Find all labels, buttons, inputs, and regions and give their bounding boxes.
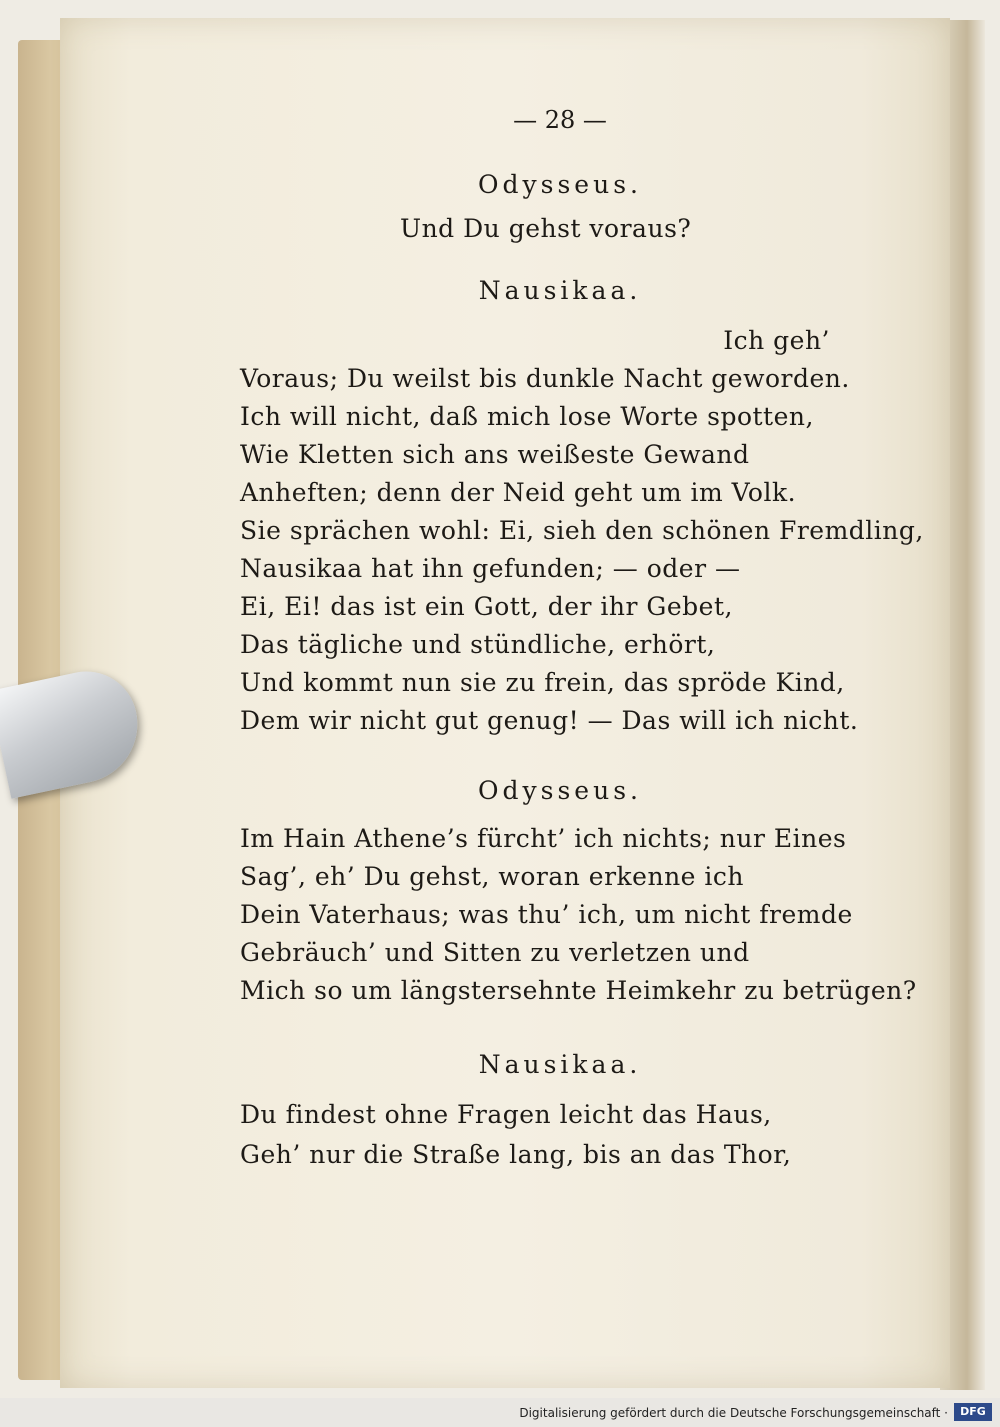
speaker-line: Odysseus.: [478, 170, 642, 199]
verse-line: Wie Kletten sich ans weißeste Gewand: [240, 440, 750, 469]
verse-line: Ei, Ei! das ist ein Gott, der ihr Gebet,: [240, 592, 733, 621]
funding-credit: Digitalisierung gefördert durch die Deutsche Forschungsgemeinschaft ·: [519, 1406, 948, 1420]
verse-line: Ich geh’: [723, 326, 830, 355]
verse-line: Dein Vaterhaus; was thu’ ich, um nicht fremde: [240, 900, 853, 929]
verse-line: Du findest ohne Fragen leicht das Haus,: [240, 1100, 772, 1129]
verse-line: Das tägliche und stündliche, erhört,: [240, 630, 716, 659]
verse-line: Und Du gehst voraus?: [400, 214, 692, 243]
verse-line: Voraus; Du weilst bis dunkle Nacht geworden.: [240, 364, 850, 393]
verse-line: Mich so um längstersehnte Heimkehr zu betrügen?: [240, 976, 917, 1005]
verse-line: Anheften; denn der Neid geht um im Volk.: [240, 478, 797, 507]
speaker-line: Nausikaa.: [478, 276, 642, 305]
verse-line: Gebräuch’ und Sitten zu verletzen und: [240, 938, 750, 967]
footer-bar: [0, 1398, 1000, 1427]
verse-line: Ich will nicht, daß mich lose Worte spotten,: [240, 402, 814, 431]
verse-line: Sag’, eh’ Du gehst, woran erkenne ich: [240, 862, 745, 891]
verse-line: Sie sprächen wohl: Ei, sieh den schönen Fremdling,: [240, 516, 924, 545]
verse-line: Dem wir nicht gut genug! — Das will ich nicht.: [240, 706, 859, 735]
verse-line: Geh’ nur die Straße lang, bis an das Thor,: [240, 1140, 792, 1169]
page-number: — 28 —: [513, 106, 607, 134]
speaker-line: Odysseus.: [478, 776, 642, 805]
speaker-line: Nausikaa.: [478, 1050, 642, 1079]
verse-line: Und kommt nun sie zu frein, das spröde Kind,: [240, 668, 845, 697]
dfg-logo: DFG: [954, 1403, 992, 1421]
verse-line: Im Hain Athene’s fürcht’ ich nichts; nur Eines: [240, 824, 847, 853]
verse-line: Nausikaa hat ihn gefunden; — oder —: [240, 554, 741, 583]
